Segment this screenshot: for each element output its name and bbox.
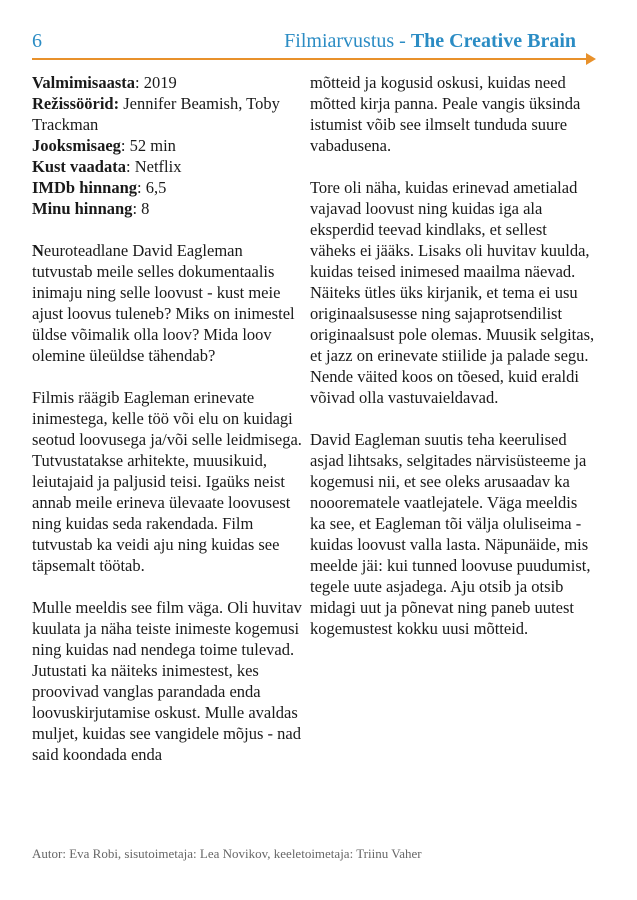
page-title — [284, 30, 576, 53]
initial-letter: N — [32, 241, 44, 260]
info-label: Minu hinnang — [32, 199, 133, 218]
info-value: 52 min — [129, 136, 176, 155]
title-prefix: Filmiarvustus - — [284, 30, 411, 52]
info-label: Valmimisaasta — [32, 73, 135, 92]
info-value: Netflix — [134, 157, 182, 176]
info-sep: : — [134, 73, 144, 92]
film-info — [32, 72, 304, 219]
info-value: 8 — [141, 199, 150, 218]
rule-arrow-icon — [586, 53, 596, 65]
paragraph-2: Filmis räägib Eagleman erinevate inimestega, kelle töö või elu on kuidagi seotud loovusega ja/või selle leidmisega. Tutvustatakse arhitekte, muusikuid, leiutajaid ja paljusid teisi. Igaüks neist annab meile erineva ülevaate loovusest ning kuidas seda rakendada. Film tutvustab ka veidi aju ning kuidas see täpsemalt töötab. — [32, 388, 302, 575]
info-runtime — [32, 135, 304, 156]
info-label: Režissöörid: — [32, 94, 120, 113]
info-value: 2019 — [143, 73, 177, 92]
info-sep: : — [132, 199, 142, 218]
info-imdb — [32, 177, 304, 198]
info-label: Jooksmisaeg — [32, 136, 121, 155]
paragraph-3-continued: mõtteid ja kogusid oskusi, kuidas need mõtted kirja panna. Peale vangis üksinda istumist võib see ilmselt tunduda suure vabadusena. — [310, 73, 581, 155]
footer-credits: Autor: Eva Robi, sisutoimetaja: Lea Novikov, keeletoimetaja: Triinu Vaher — [32, 846, 422, 861]
title-brand: The Creative Brain — [410, 30, 576, 52]
info-value: 6,5 — [145, 178, 167, 197]
info-year — [32, 72, 304, 93]
page-header — [32, 28, 592, 56]
paragraph-3: Mulle meeldis see film väga. Oli huvitav kuulata ja näha teiste inimeste kogemusi ning kuidas nad nendega toime tulevad. Jutustati ka näiteks inimestest, kes proovivad vanglas parandada enda loovuskirjutamise oskust. Mulle avaldas muljet, kuidas see vangidele mõjus - nad said koondada enda — [32, 598, 302, 764]
info-label: Kust vaadata — [32, 157, 126, 176]
left-column — [32, 72, 304, 786]
info-directors — [32, 93, 304, 135]
info-sep: : — [125, 157, 135, 176]
paragraph-4: Tore oli näha, kuidas erinevad ametialad vajavad loovust ning kuidas iga ala eksperdid teevad kindlaks, et sellest väheks ei jääks. Lisaks oli huvitav kuulda, kuidas teised inimesed maailma näevad. Näiteks ütles üks kirjanik, et tema ei usu originaalsusesse ning sajaprotsendilist originaalsust pole olemas. Muusik selgitas, et jazz on erinevate stiilide ja palade segu. Nende väited koos on tõesed, kuid eraldi võivad olla vastuvaieldavad. — [310, 178, 595, 407]
header-rule — [32, 58, 592, 60]
info-label: IMDb hinnang — [32, 178, 138, 197]
info-my-rating — [32, 198, 304, 219]
info-sep: : — [137, 178, 146, 197]
info-sep: : — [120, 136, 130, 155]
page-number: 6 — [32, 30, 42, 52]
info-where — [32, 156, 304, 177]
info-value: Jennifer Beamish, Toby Trackman — [32, 94, 280, 134]
paragraph-intro — [32, 240, 304, 366]
paragraph-5: David Eagleman suutis teha keerulised asjad lihtsaks, selgitades närvisüsteeme ja kogemusi nii, et see oleks arusaadav ka nooorematele vaatlejatele. Väga meeldis ka see, et Eagleman tõi välja oluliseima - kuidas loovust valla lasta. Näpunäide, mis meelde jäi: kui tunned loovuse puudumist, tegele uute asjadega. Aju otsib ja otsib midagi uut ja põnevat ning paneb uutest kogemustest kokku uusi mõtteid. — [310, 430, 591, 638]
paragraph-text: euroteadlane David Eagleman tutvustab meile selles dokumentaalis inimaju ning selle loovust - kust meie ajust loovus tuleneb? Miks on inimestel üldse võimalik olla loov? Mida loov olemine üleüldse tähendab? — [32, 241, 295, 365]
right-column — [310, 72, 595, 660]
